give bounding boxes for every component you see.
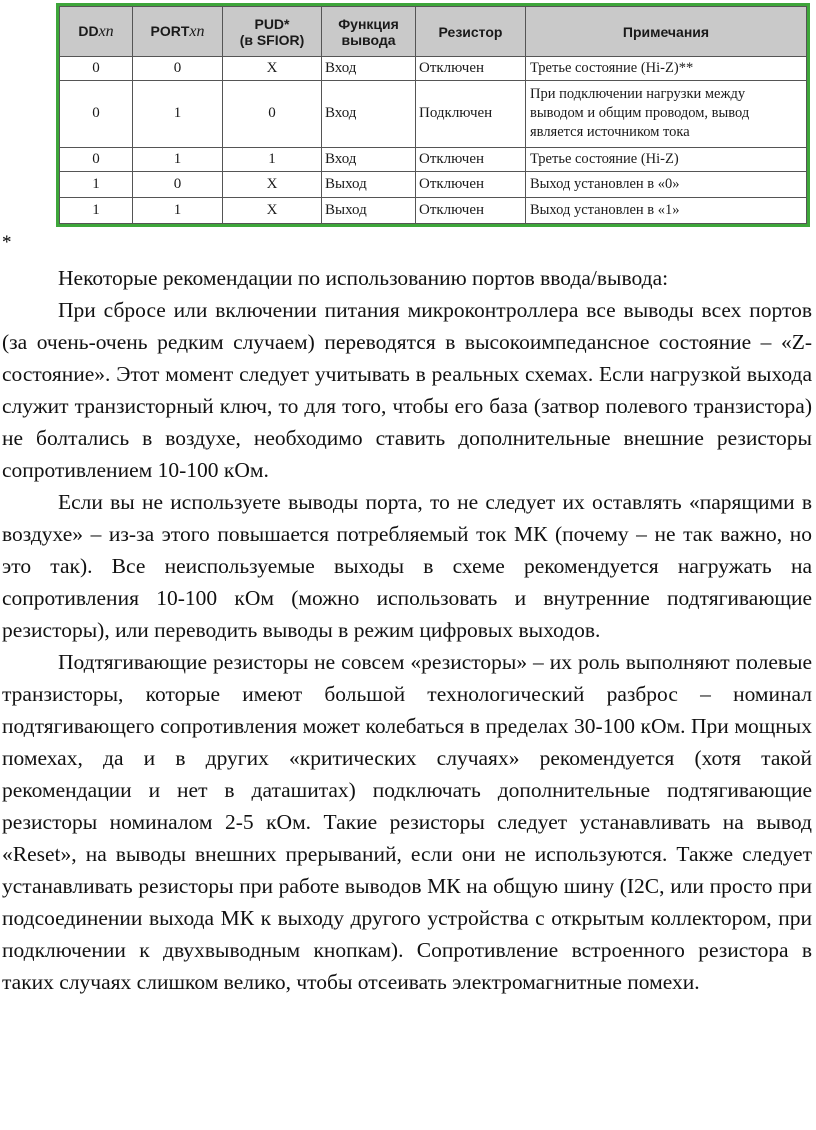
header-function: Функция вывода [322,7,416,57]
cell-resistor: Отключен [416,171,526,197]
paragraph-intro: Некоторые рекомендации по использованию портов ввода/вывода: [58,266,669,290]
header-pud: PUD* (в SFIOR) [223,7,322,57]
cell-note: Третье состояние (Hi-Z) [526,147,807,171]
cell-port: 1 [133,147,223,171]
port-config-table-frame [56,3,810,227]
table-row [60,171,807,197]
cell-ddr: 1 [60,171,133,197]
cell-port: 1 [133,197,223,223]
paragraph: При сбросе или включении питания микроконтроллера все выводы всех портов (за очень-очень редким случаем) переводятся в высокоимпедансное состояние – «Z- состояние». Этот момент следует учитывать в реальных схемах. Если нагрузкой выхода служит транзисторный ключ, то для того, чтобы его база (затвор полевого транзистора) не болтались в воздухе, необходимо ставить дополнительные внешние резисторы сопротивлением 10-100 кОм. [2,298,812,482]
cell-pud: X [223,197,322,223]
port-config-table [59,6,807,224]
footnote-mark: * [2,232,12,253]
cell-resistor: Отключен [416,197,526,223]
cell-resistor: Отключен [416,57,526,81]
cell-port: 0 [133,171,223,197]
cell-function: Вход [322,147,416,171]
cell-ddr: 0 [60,147,133,171]
body-text [2,262,812,998]
header-notes: Примечания [526,7,807,57]
header-ddr: DDxn [60,7,133,57]
table-row [60,81,807,147]
paragraph: Если вы не используете выводы порта, то не следует их оставлять «парящими в воздухе» – из-за этого повышается потребляемый ток МК (почему – не так важно, но это так). Все неиспользуемые выходы в схеме рекомендуется нагружать на сопротивления 10-100 кОм (можно использовать и внутренние подтягивающие резисторы), или переводить выводы в режим цифровых выходов. [2,490,812,642]
table-row [60,197,807,223]
cell-function: Вход [322,57,416,81]
cell-resistor: Отключен [416,147,526,171]
cell-pud: X [223,57,322,81]
header-resistor: Резистор [416,7,526,57]
cell-pud: 1 [223,147,322,171]
cell-pud: 0 [223,81,322,147]
cell-function: Вход [322,81,416,147]
header-port: PORTxn [133,7,223,57]
paragraph: Подтягивающие резисторы не совсем «резисторы» – их роль выполняют полевые транзисторы, которые имеют большой технологический разброс – номинал подтягивающего сопротивления может колебаться в пределах 30-100 кОм. При мощных помехах, да и в других «критических случаях» рекомендуется (хотя такой рекомендации и нет в даташитах) подключать дополнительные подтягивающие резисторы номиналом 2-5 кОм. Такие резисторы следует устанавливать на вывод «Reset», на выводы внешних прерываний, если они не используются. Также следует устанавливать резисторы при работе выводов МК на общую шину (I2C, или просто при подсоединении выхода МК к выходу другого устройства с открытым коллектором, при подключении к двухвыводным кнопкам). Сопротивление встроенного резистора в таких случаях слишком велико, чтобы отсеивать электромагнитные помехи. [2,650,812,994]
cell-pud: X [223,171,322,197]
cell-note: Третье состояние (Hi-Z)** [526,57,807,81]
cell-function: Выход [322,171,416,197]
cell-port: 0 [133,57,223,81]
table-row [60,147,807,171]
cell-function: Выход [322,197,416,223]
table-header-row [60,7,807,57]
cell-note: Выход установлен в «1» [526,197,807,223]
cell-ddr: 1 [60,197,133,223]
cell-ddr: 0 [60,57,133,81]
cell-port: 1 [133,81,223,147]
cell-ddr: 0 [60,81,133,147]
cell-resistor: Подключен [416,81,526,147]
cell-note: При подключении нагрузки между выводом и общим проводом, вывод является источником тока [526,81,807,147]
cell-note: Выход установлен в «0» [526,171,807,197]
table-row [60,57,807,81]
